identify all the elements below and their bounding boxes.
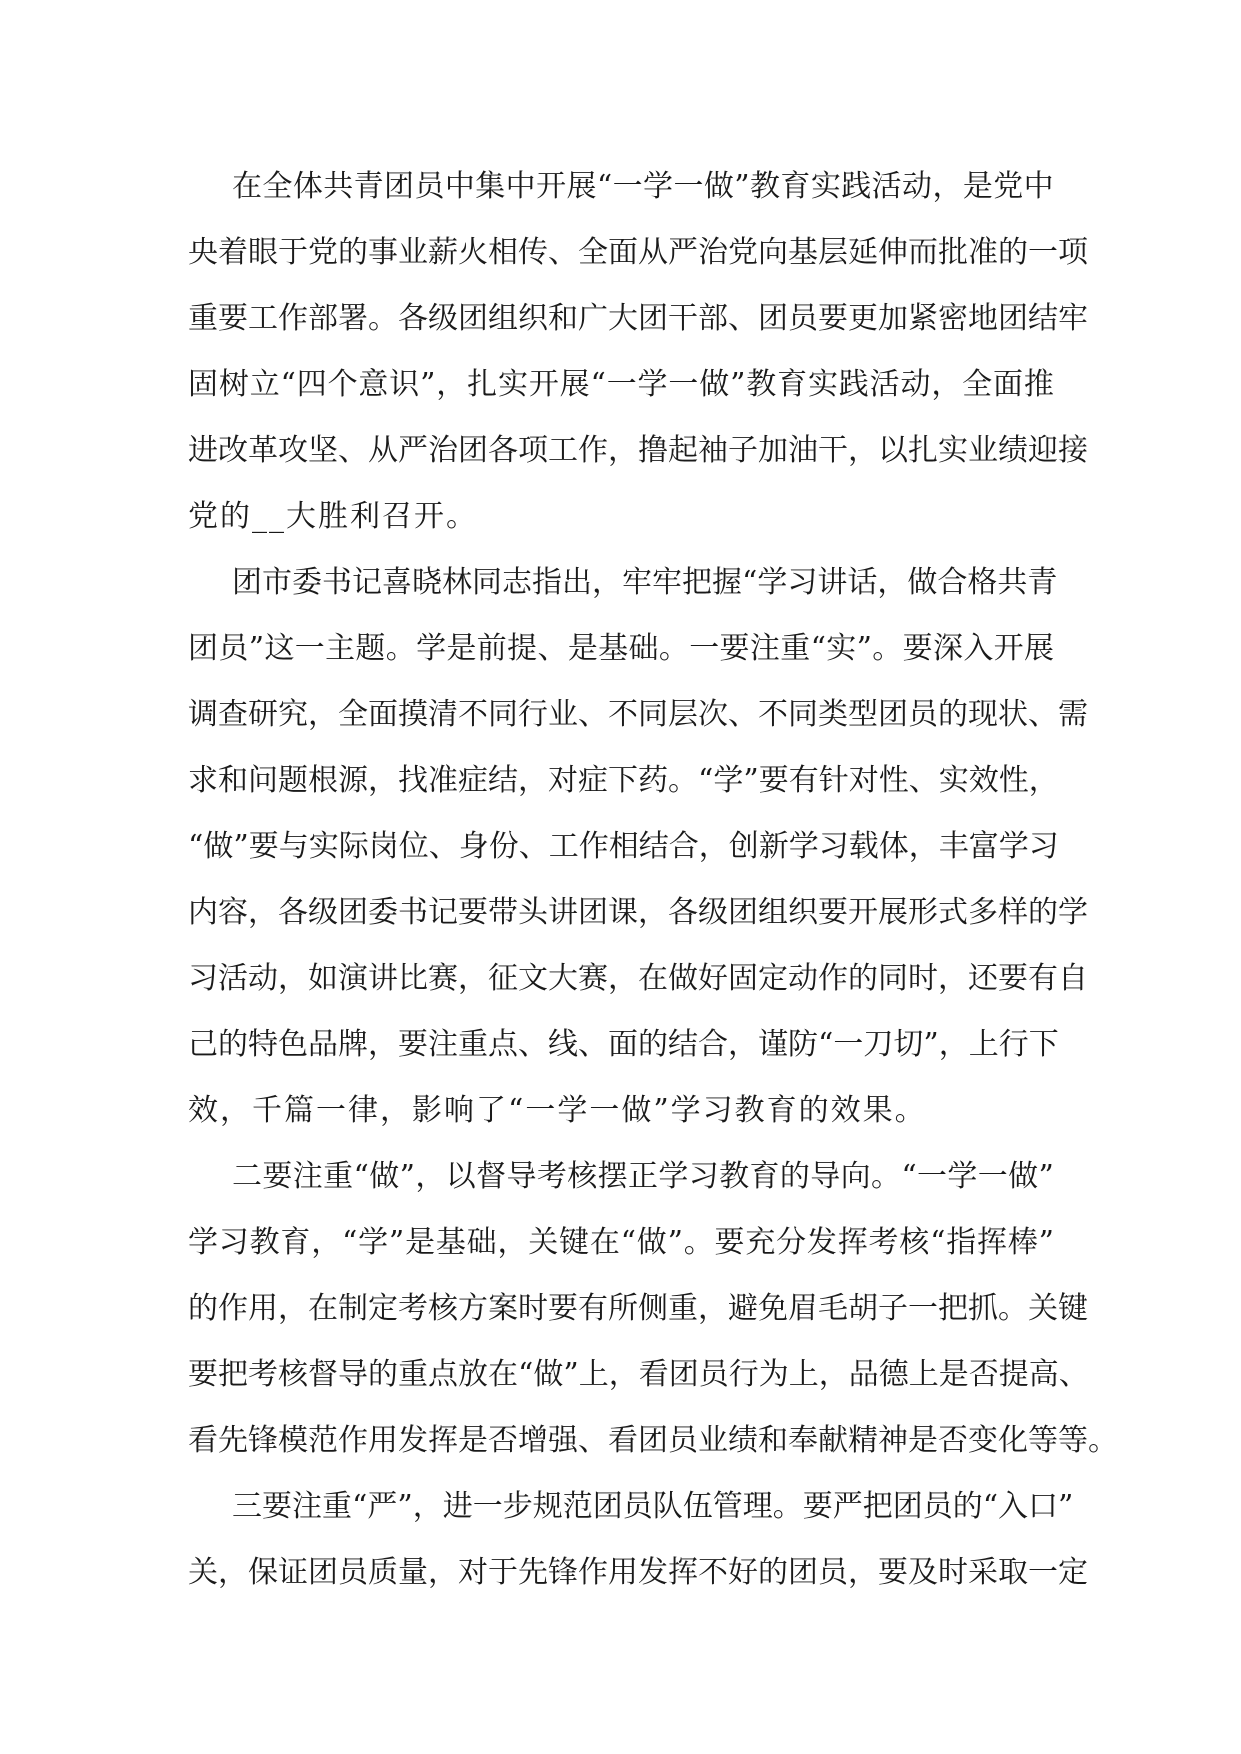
paragraph-2-line-9: 效，千篇一律，影响了“一学一做”学习教育的效果。 (188, 1093, 927, 1128)
paragraph-2-line-8: 己 的 特 色 品 牌 ， 要 注 重 点 、 线 、 面 的 结 合 ， 谨 防 “ 一 刀 切 ” ， 上 行 下 (188, 1027, 1059, 1062)
paragraph-2-line-7: 习 活 动 ， 如 演 讲 比 赛 ， 征 文 大 赛 ， 在 做 好 固 定 动 作 的 同 时 ， 还 要 有 自 (188, 961, 1088, 996)
document-body (188, 154, 1118, 1606)
paragraph-2-line-3: 调 查 研 究 ， 全 面 摸 清 不 同 行 业 、 不 同 层 次 、 不 同 类 型 团 员 的 现 状 、 需 (188, 697, 1088, 732)
paragraph-2-line-5: “ 做 ” 要 与 实 际 岗 位 、 身 份 、 工 作 相 结 合 ， 创 新 学 习 载 体 ， 丰 富 学 习 (188, 829, 1059, 864)
paragraph-2-line-6: 内 容 ， 各 级 团 委 书 记 要 带 头 讲 团 课 ， 各 级 团 组 织 要 开 展 形 式 多 样 的 学 (188, 895, 1088, 930)
paragraph-1-line-2: 央 着 眼 于 党 的 事 业 薪 火 相 传 、 全 面 从 严 治 党 向 基 层 延 伸 而 批 准 的 一 项 (188, 235, 1088, 270)
paragraph-1-line-3: 重 要 工 作 部 署 。 各 级 团 组 织 和 广 大 团 干 部 、 团 员 要 更 加 紧 密 地 团 结 牢 (188, 301, 1088, 336)
paragraph-1-line-1: 在 全 体 共 青 团 员 中 集 中 开 展 “ 一 学 一 做 ” 教 育 实 践 活 动 ， 是 党 中 (232, 169, 1054, 204)
paragraph-1-line-5: 进 改 革 攻 坚 、 从 严 治 团 各 项 工 作 ， 撸 起 袖 子 加 油 干 ， 以 扎 实 业 绩 迎 接 (188, 433, 1088, 468)
paragraph-3-line-1: 二 要 注 重 “ 做 ” ， 以 督 导 考 核 摆 正 学 习 教 育 的 导 向 。 “ 一 学 一 做 ” (232, 1159, 1054, 1194)
paragraph-2-line-2: 团 员 ” 这 一 主 题 。 学 是 前 提 、 是 基 础 。 一 要 注 重 “ 实 ” 。 要 深 入 开 展 (188, 631, 1054, 666)
paragraph-3-line-2: 学 习 教 育 ， “ 学 ” 是 基 础 ， 关 键 在 “ 做 ” 。 要 充 分 发 挥 考 核 “ 指 挥 棒 ” (188, 1225, 1054, 1260)
paragraph-1-line-4: 固 树 立 “ 四 个 意 识 ” ， 扎 实 开 展 “ 一 学 一 做 ” 教 育 实 践 活 动 ， 全 面 推 (188, 367, 1054, 402)
paragraph-2-line-1: 团 市 委 书 记 喜 晓 林 同 志 指 出 ， 牢 牢 把 握 “ 学 习 讲 话 ， 做 合 格 共 青 (232, 565, 1058, 600)
paragraph-4-line-1: 三 要 注 重 “ 严 ” ， 进 一 步 规 范 团 员 队 伍 管 理 。 要 严 把 团 员 的 “ 入 口 ” (232, 1489, 1074, 1524)
paragraph-4-line-2: 关 ， 保 证 团 员 质 量 ， 对 于 先 锋 作 用 发 挥 不 好 的 团 员 ， 要 及 时 采 取 一 定 (188, 1555, 1088, 1590)
paragraph-3-line-5: 看 先 锋 模 范 作 用 发 挥 是 否 增 强 、 看 团 员 业 绩 和 奉 献 精 神 是 否 变 化 等 等 。 (188, 1423, 1118, 1458)
paragraph-2-line-4: 求 和 问 题 根 源 ， 找 准 症 结 ， 对 症 下 药 。 “ 学 ” 要 有 针 对 性 、 实 效 性 ， (188, 763, 1059, 798)
paragraph-3-line-3: 的 作 用 ， 在 制 定 考 核 方 案 时 要 有 所 侧 重 ， 避 免 眉 毛 胡 子 一 把 抓 。 关 键 (188, 1291, 1088, 1326)
paragraph-1-line-6: 党的__大胜利召开。 (188, 499, 478, 534)
paragraph-3-line-4: 要 把 考 核 督 导 的 重 点 放 在 “ 做 ” 上 ， 看 团 员 行 为 上 ， 品 德 上 是 否 提 高 、 (188, 1357, 1089, 1392)
